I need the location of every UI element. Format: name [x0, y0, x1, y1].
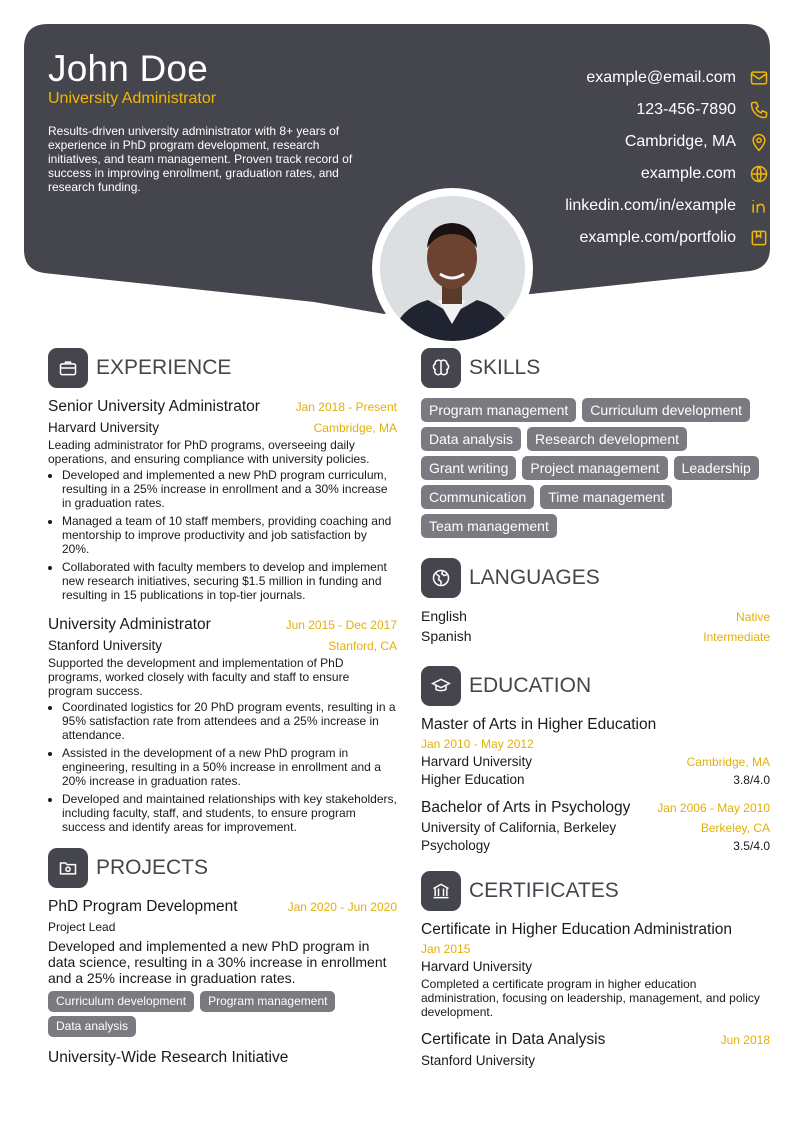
certificates-title: CERTIFICATES: [469, 879, 619, 902]
skill-tag: Grant writing: [421, 456, 516, 480]
bookmark-icon: [748, 227, 770, 249]
achievement-item: • Collaborated with faculty members to develop and implement new research initiatives, securing $1.5 million in funding and resulting in 15 publications in top-tier journals.: [62, 560, 397, 602]
degree-title: Master of Arts in Higher Education: [421, 716, 657, 733]
certificate-entry: [421, 1031, 770, 1068]
experience-title: EXPERIENCE: [96, 356, 232, 379]
skill-tag: Data analysis: [421, 427, 521, 451]
certificates-heading: [421, 871, 770, 911]
skill-tag: Time management: [540, 485, 672, 509]
contact-location: [410, 126, 770, 158]
contact-email-text[interactable]: example@email.com: [586, 69, 736, 86]
email-icon: [748, 67, 770, 89]
job-date: Jun 2015 - Dec 2017: [285, 618, 397, 632]
achievement-item: • Assisted in the development of a new PhD program in engineering, resulting in a 50% increase in enrollment and a 20% increase in graduation rates.: [62, 746, 397, 788]
skills-heading: [421, 348, 770, 388]
location-pin-icon: [748, 131, 770, 153]
achievement-item: • Developed and maintained relationships with key stakeholders, including faculty, staff, and students, to ensure program success and identify areas for improvement.: [62, 792, 397, 834]
certificate-date: Jan 2015: [421, 942, 471, 956]
job-entry: [48, 398, 397, 602]
project-role: Project Lead: [48, 920, 116, 934]
project-entry: [48, 1049, 397, 1067]
profile-summary: Results-driven university administrator with 8+ years of experience in PhD program development, research initiatives, and team management. Proven track record of success in improving enrollment, graduation rates, and research funding.: [48, 124, 353, 194]
language-row: [421, 608, 770, 628]
gpa: 3.5/4.0: [733, 839, 770, 853]
language-globe-icon: [421, 558, 461, 598]
skill-tag: Communication: [421, 485, 534, 509]
projects-title: PROJECTS: [96, 856, 209, 879]
job-title: University Administrator: [48, 616, 211, 633]
degree-date: Jan 2010 - May 2012: [421, 737, 534, 751]
globe-icon: [748, 163, 770, 185]
project-tag: Data analysis: [48, 1016, 136, 1037]
achievement-item: • Developed and implemented a new PhD program curriculum, resulting in a 25% increase in enrollment and a 30% increase in graduation rates.: [62, 468, 397, 510]
folder-icon: [48, 848, 88, 888]
education-title: EDUCATION: [469, 674, 592, 697]
project-date: Jan 2020 - Jun 2020: [287, 900, 397, 914]
education-entry: [421, 799, 770, 853]
contact-website-text[interactable]: example.com: [640, 165, 736, 182]
education-heading: [421, 666, 770, 706]
contact-phone[interactable]: [410, 94, 770, 126]
skill-tag: Project management: [522, 456, 667, 480]
graduation-cap-icon: [421, 666, 461, 706]
project-tags: [48, 991, 397, 1037]
job-achievements: [48, 700, 397, 834]
language-level: Intermediate: [703, 630, 770, 644]
job-title: Senior University Administrator: [48, 398, 260, 415]
school-name: University of California, Berkeley: [421, 820, 617, 835]
contact-website[interactable]: [410, 158, 770, 190]
languages-heading: [421, 558, 770, 598]
field-of-study: Psychology: [421, 838, 491, 853]
skills-tags: [421, 398, 770, 538]
skill-tag: Curriculum development: [582, 398, 750, 422]
right-column: [421, 348, 770, 1068]
language-name: Spanish: [421, 628, 472, 644]
contact-phone-text[interactable]: 123-456-7890: [636, 101, 736, 118]
certificate-title: Certificate in Data Analysis: [421, 1031, 606, 1048]
skills-title: SKILLS: [469, 356, 541, 379]
project-title: University-Wide Research Initiative: [48, 1049, 289, 1066]
skill-tag: Research development: [527, 427, 687, 451]
school-location: Cambridge, MA: [686, 755, 770, 769]
contact-portfolio-text[interactable]: example.com/portfolio: [579, 229, 736, 246]
certificate-description: Completed a certificate program in higher education administration, focusing on leadership, management, and policy development.: [421, 977, 760, 1019]
job-organization: Stanford University: [48, 638, 163, 653]
job-entry: [48, 616, 397, 834]
project-tag: Program management: [200, 991, 335, 1012]
languages-title: LANGUAGES: [469, 566, 600, 589]
phone-icon: [748, 99, 770, 121]
left-column: [48, 348, 397, 1067]
job-description: Supported the development and implementation of PhD programs, worked closely with faculty and staff to ensure program success.: [48, 656, 350, 698]
institution-icon: [421, 871, 461, 911]
project-tag: Curriculum development: [48, 991, 194, 1012]
field-of-study: Higher Education: [421, 772, 525, 787]
certificate-entry: [421, 921, 770, 1019]
contact-email[interactable]: [410, 62, 770, 94]
certificate-date: Jun 2018: [720, 1033, 770, 1047]
job-location: Stanford, CA: [328, 639, 397, 653]
gpa: 3.8/4.0: [733, 773, 770, 787]
language-name: English: [421, 608, 467, 624]
degree-title: Bachelor of Arts in Psychology: [421, 799, 631, 816]
briefcase-icon: [48, 348, 88, 388]
project-entry: [48, 898, 397, 1037]
project-description: Developed and implemented a new PhD program in data science, resulting in a 30% increase in enrollment and a 25% increase in graduation rates.: [48, 938, 387, 986]
experience-heading: [48, 348, 397, 388]
achievement-item: • Coordinated logistics for 20 PhD program events, resulting in a 95% satisfaction rate from attendees and a 25% increase in attendance.: [62, 700, 397, 742]
job-organization: Harvard University: [48, 420, 160, 435]
school-name: Harvard University: [421, 754, 533, 769]
projects-heading: [48, 848, 397, 888]
certificate-issuer: Stanford University: [421, 1053, 536, 1068]
job-date: Jan 2018 - Present: [295, 400, 397, 414]
candidate-role: University Administrator: [48, 90, 217, 107]
skill-tag: Team management: [421, 514, 557, 538]
linkedin-icon: [748, 195, 770, 217]
degree-date: Jan 2006 - May 2010: [657, 801, 770, 815]
brain-icon: [421, 348, 461, 388]
skill-tag: Program management: [421, 398, 576, 422]
language-level: Native: [735, 610, 770, 624]
job-location: Cambridge, MA: [313, 421, 397, 435]
job-description: Leading administrator for PhD programs, overseeing daily operations, and ensuring compliance with university policies.: [48, 438, 370, 466]
school-location: Berkeley, CA: [700, 821, 770, 835]
language-list: [421, 608, 770, 648]
certificate-title: Certificate in Higher Education Administration: [421, 921, 733, 938]
language-row: [421, 628, 770, 648]
project-title: PhD Program Development: [48, 898, 238, 915]
profile-photo: [380, 196, 525, 341]
certificate-issuer: Harvard University: [421, 959, 533, 974]
contact-location-text: Cambridge, MA: [624, 133, 736, 150]
contact-linkedin-text[interactable]: linkedin.com/in/example: [565, 197, 736, 214]
candidate-name: John Doe: [48, 48, 208, 89]
achievement-item: • Managed a team of 10 staff members, providing coaching and mentorship to improve productivity and job satisfaction by 20%.: [62, 514, 397, 556]
job-achievements: [48, 468, 397, 602]
education-entry: [421, 716, 770, 787]
skill-tag: Leadership: [674, 456, 759, 480]
